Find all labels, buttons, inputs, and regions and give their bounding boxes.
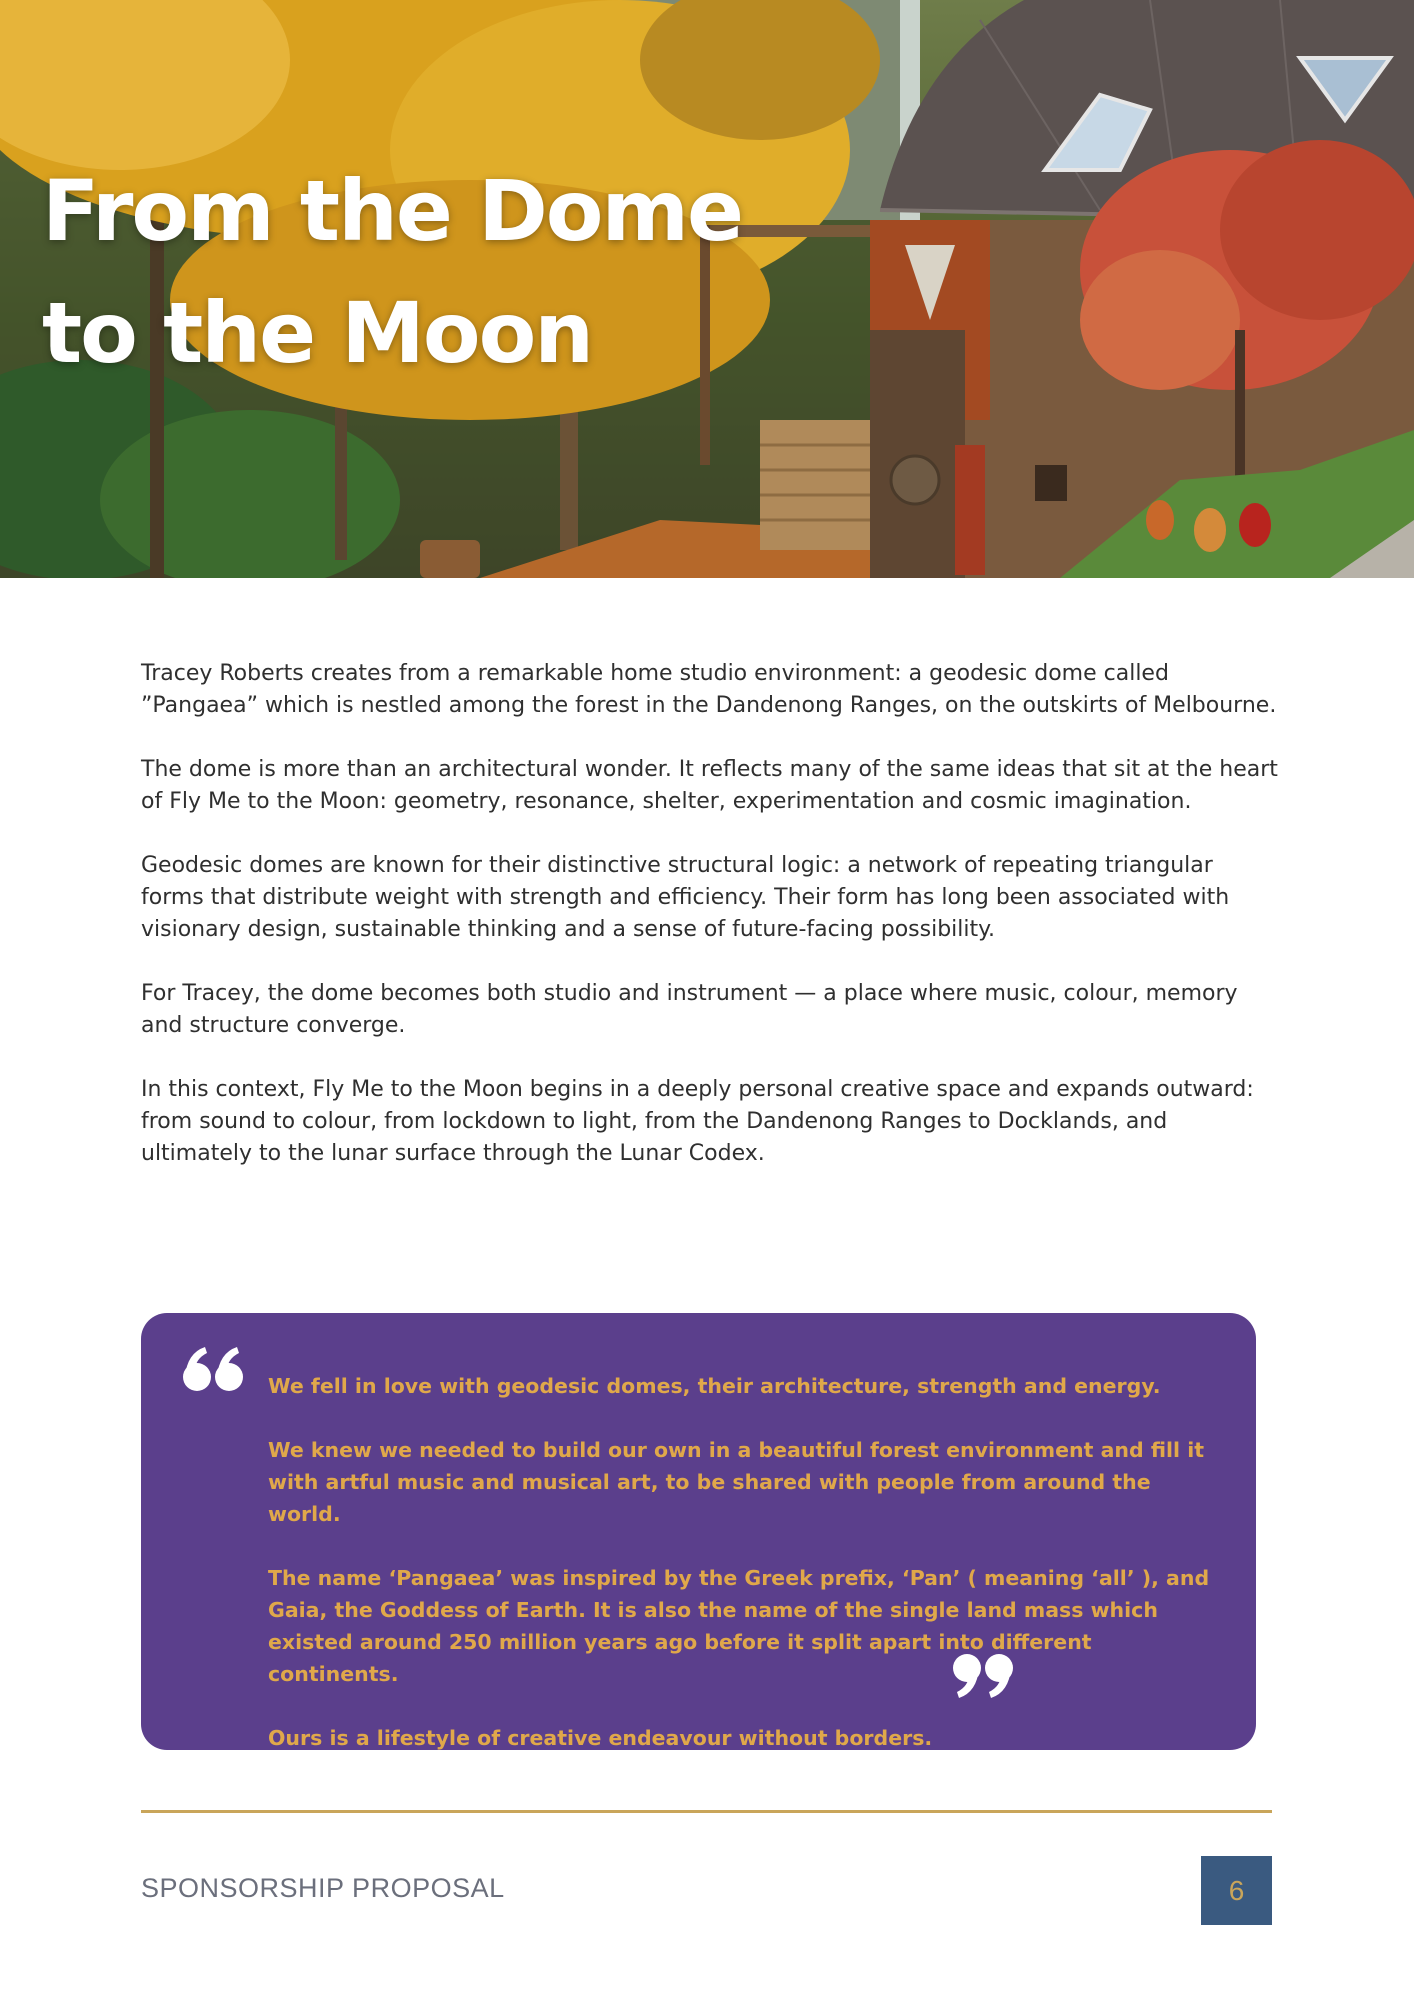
page-title-line-1: From the Dome: [42, 162, 743, 260]
hero-photo: [0, 0, 1414, 578]
guitar: [1194, 508, 1226, 552]
close-quote-icon: [949, 1646, 1015, 1702]
body-paragraph: The dome is more than an architectural wonder. It reflects many of the same ideas that sit at the heart of Fly Me to the Moon: geometry, resonance, shelter, experimentation and cosmic imagination.: [141, 757, 1278, 814]
page-title-line-2: to the Moon: [42, 284, 593, 382]
red-maple: [1220, 140, 1414, 320]
stone-pillar: [870, 330, 965, 578]
guitar: [1239, 503, 1271, 547]
tree-stump: [420, 540, 480, 578]
quote-paragraph: We knew we needed to build our own in a beautiful forest environment and fill it with artful music and musical art, to be shared with people from around the world.: [268, 1438, 1205, 1526]
body-paragraph: Geodesic domes are known for their distinctive structural logic: a network of repeating triangular forms that distribute weight with strength and efficiency. Their form has long been associated with visionary design, sustainable thinking and a sense of future-facing possibility.: [141, 853, 1230, 942]
quote-paragraph: The name ‘Pangaea’ was inspired by the Greek prefix, ‘Pan’ ( meaning ‘all’ ), and Gaia, the Goddess of Earth. It is also the name of the single land mass which existed around 250 million years ago before it split apart into different continents.: [268, 1566, 1210, 1686]
body-paragraph: Tracey Roberts creates from a remarkable home studio environment: a geodesic dome called ”Pangaea” which is nestled among the forest in the Dandenong Ranges, on the outskirts of Melbourne.: [141, 661, 1277, 718]
body-paragraph: For Tracey, the dome becomes both studio and instrument — a place where music, colour, memory and structure converge.: [141, 981, 1238, 1038]
guitar: [1146, 500, 1174, 540]
quote-paragraph: Ours is a lifestyle of creative endeavour without borders.: [268, 1726, 933, 1750]
tree-trunk: [1235, 330, 1245, 490]
red-door: [955, 445, 985, 575]
open-quote-icon: [181, 1343, 247, 1399]
quote-text: [268, 1370, 1228, 1786]
quote-box: [141, 1313, 1256, 1750]
page-title: [42, 150, 762, 394]
body-text: [141, 658, 1281, 1202]
footer-label: SPONSORSHIP PROPOSAL: [141, 1873, 505, 1903]
footer-divider: [141, 1810, 1272, 1813]
page-number-badge: 6: [1201, 1856, 1272, 1925]
wall-vent: [1035, 465, 1067, 501]
red-maple: [1080, 250, 1240, 390]
quote-paragraph: We fell in love with geodesic domes, their architecture, strength and energy.: [268, 1374, 1161, 1398]
body-paragraph: In this context, Fly Me to the Moon begins in a deeply personal creative space and expands outward: from sound to colour, from lockdown to light, from the Dandenong Ranges to Docklands, and ultimately to the lunar surface through the Lunar Codex.: [141, 1077, 1254, 1166]
